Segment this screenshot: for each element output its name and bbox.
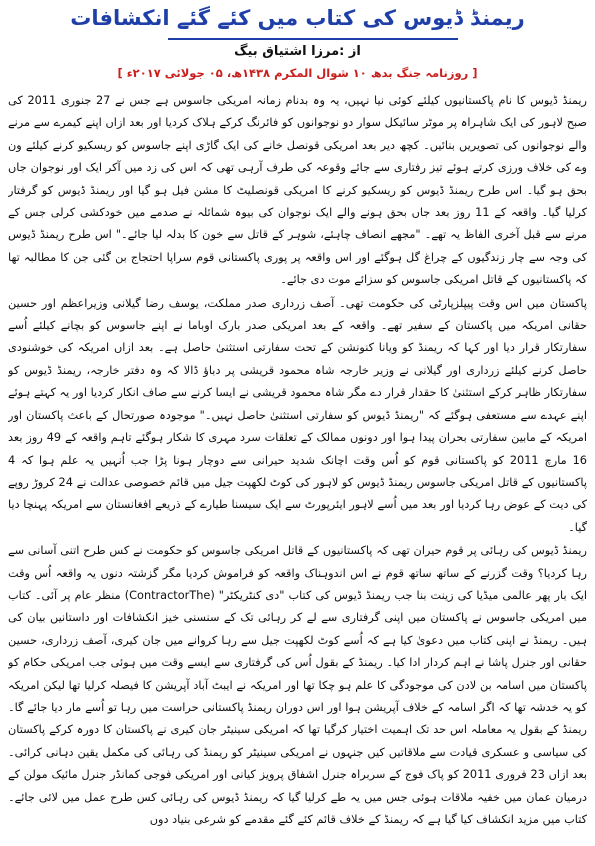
title-underline (168, 38, 458, 40)
paragraph: پاکستان میں اس وقت پیپلزپارٹی کی حکومت تھی۔ آصف زرداری صدر مملکت، یوسف رضا گیلانی وزیراعظم اور حسین حقانی امریکہ میں پاکستان کے سفیر تھے۔ واقعہ کے بعد امریکی صدر بارک اوباما نے اپنے جاسوس کو بچانے کیلئے اُسے سفارتکار قرار دیا اور کہا کہ ریمنڈ کو ویانا کنونشن کے تحت سفارتی استثنیٰ حاصل ہے۔ بعد ازاں امریکہ کی خوشنودی حاصل کرنے کیلئے زرداری اور گیلانی نے وزیر خارجہ شاہ محمود قریشی پر دباؤ ڈالا کہ وہ دفتر خارجہ، ریمنڈ ڈیوس کو سفارتکار ظاہر کرکے استثنیٰ کا حقدار قرار دے مگر شاہ محمود قریشی نے ایسا کرنے سے صاف انکار کردیا اور یہ کہتے ہوئے اپنے عہدے سے مستعفی ہوگئے کہ "ریمنڈ ڈیوس کو سفارتی استثنیٰ حاصل نہیں۔" موجودہ صورتحال کے باعث پاکستان اور امریکہ کے مابین سفارتی بحران پیدا ہوا اور دونوں ممالک کے تعلقات سرد مہری کا شکار ہوگئے تاہم واقعہ کے 49 روز بعد 16 مارچ 2011 کو پاکستانی قوم کو اُس وقت اچانک شدید حیرانی سے دوچار ہونا پڑا جب اُنہیں یہ علم ہوا کہ 4 پاکستانیوں کے قاتل امریکی جاسوس ریمنڈ ڈیوس کو لاہور کی کوٹ لکھپت جیل میں قائم خصوصی عدالت نے 24 کروڑ روپے کی دیت کے عوض رہا کردیا اور بعد میں اُسے لاہور ایئرپورٹ سے ایک سیسنا طیارے کے ذریعے افغانستان سے امریکہ پہنچا دیا گیا۔ (8, 296, 587, 534)
article-title: ریمنڈ ڈیوس کی کتاب میں کئے گئے انکشافات (70, 6, 525, 30)
article-source: [ روزنامہ جنگ بدھ ۱۰ شوال المکرم ۱۴۳۸ھ، ۰۵ جولائی ۲۰۱۷ء ] (117, 66, 478, 80)
paragraph: ریمنڈ ڈیوس کا نام پاکستانیوں کیلئے کوئی نیا نہیں، یہ وہ بدنام زمانہ امریکی جاسوس ہے جس نے 27 جنوری 2011 کی صبح لاہور کی ایک شاہراہ پر موٹر سائیکل سوار دو نوجوانوں کو فائرنگ کرکے ہلاک کردیا اور بعد ازاں اپنے کیمرے سے مرنے والے نوجوانوں کی تصویریں بنائیں۔ کچھ دیر بعد امریکی قونصل خانے کی ایک گاڑی اپنے جاسوس کو ریسکیو کرنے کیلئے ون وے کی خلاف ورزی کرتے ہوئے تیز رفتاری سے جائے وقوعہ کی طرف آرہی تھی کہ اس کی زد میں آکر ایک اور نوجوان جاں بحق ہو گیا۔ اس طرح ریمنڈ ڈیوس کو ریسکیو کرنے کا امریکی قونصلیٹ کا مشن فیل ہو گیا اور ریمنڈ ڈیوس کو گرفتار کرلیا گیا۔ واقعہ کے 11 روز بعد جاں بحق ہونے والے ایک نوجوان کی بیوہ شمائلہ نے صدمے میں خودکشی کرلی جس کے مرنے سے قبل آخری الفاظ یہ تھے۔ "مجھے انصاف چاہئے، شوہر کے قاتل سے خون کا بدلہ لیا جائے۔" اس طرح ریمنڈ ڈیوس کی وجہ سے چار زندگیوں کے چراغ گل ہوگئے اور اس واقعہ پر پوری پاکستانی قوم سراپا احتجاج بن گئی جن کا مطالبہ تھا کہ پاکستانیوں کے قاتل امریکی جاسوس کو سزائے موت دی جائے۔ (8, 94, 587, 287)
article-author: از :مرزا اشتیاق بیگ (234, 44, 361, 59)
paragraph: ریمنڈ ڈیوس کی رہائی پر قوم حیران تھی کہ پاکستانیوں کے قاتل امریکی جاسوس کو حکومت نے کس طرح اتنی آسانی سے رہا کردیا؟ وقت گزرنے کے ساتھ ساتھ قوم نے اس اندوہناک واقعہ کو فراموش کردیا مگر گزشتہ دنوں یہ واقعہ اُس وقت ایک بار پھر عالمی میڈیا کی زینت بنا جب ریمنڈ ڈیوس کی کتاب "دی کنٹریکٹر" (ContractorThe) منظر عام پر آئی۔ کتاب میں امریکی جاسوس نے پاکستان میں اپنی گرفتاری سے لے کر رہائی تک کے سنسنی خیز انکشافات اور داستانیں بیان کی ہیں۔ ریمنڈ نے اپنی کتاب میں دعویٰ کیا ہے کہ اُسے کوٹ لکھپت جیل سے رہا کروانے میں جان کیری، آصف زرداری، حسین حقانی اور جنرل پاشا نے اہم کردار ادا کیا۔ ریمنڈ کے بقول اُس کی گرفتاری سے ایسے وقت میں ہوئی جب امریکی حکام کو پاکستان میں اسامہ بن لادن کی موجودگی کا علم ہو چکا تھا اور امریکہ نے ایبٹ آباد آپریشن کا فیصلہ کرلیا تھا لیکن امریکہ کو یہ خدشہ تھا کہ اگر اسامہ کے خلاف آپریشن ہوا اور اس دوران ریمنڈ پاکستانی حراست میں رہا تو اُسے مار دیا جائے گا۔ ریمنڈ کے بقول یہ معاملہ اس حد تک اہمیت اختیار کرگیا تھا کہ امریکی سینیٹر جان کیری نے پاکستان کا دورہ کرکے پاکستان کی سیاسی و عسکری قیادت سے ملاقاتیں کیں جنہوں نے امریکی سینیٹر کو ریمنڈ کی رہائی کی مکمل یقین دہانی کرائی۔ بعد ازاں 23 فروری 2011 کو پاک فوج کے سربراہ جنرل اشفاق پرویز کیانی اور امریکی فوجی کمانڈر جنرل مائیک مولن کے درمیان عمان میں خفیہ ملاقات ہوئی جس میں یہ طے کرلیا گیا کہ ریمنڈ ڈیوس کی رہائی کس طرح عمل میں لائی جائے۔ کتاب میں مزید انکشاف کیا گیا ہے کہ ریمنڈ کے خلاف قائم کئے گئے مقدمے کو شرعی بنیاد دوں (8, 544, 587, 826)
article-body (8, 90, 587, 842)
